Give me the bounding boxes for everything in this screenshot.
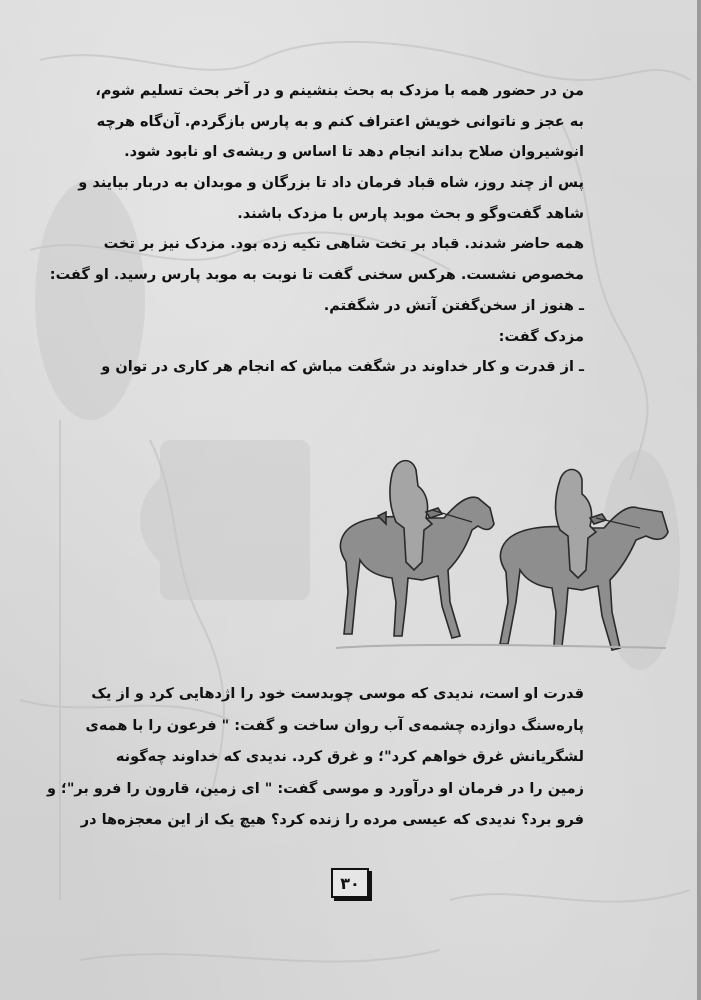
text-line: قدرت او است، ندیدی که موسی چوبدست خود را اژدهایی کرد و از یک (91, 686, 584, 702)
text-line: همه حاضر شدند. قباد بر تخت شاهی تکیه زده بود. مزدک نیز بر تخت (103, 236, 584, 253)
left-horse-and-rider (340, 461, 494, 638)
page-number: ۳۰ (331, 868, 369, 898)
page-edge (697, 0, 701, 1000)
text-line: ـ هنوز از سخن‌گفتن آتش در شگفتم. (323, 297, 584, 314)
text-line: فرو برد؟ ندیدی که عیسی مرده را زنده کرد؟ هیچ یک از این معجزه‌ها در (80, 812, 584, 828)
text-line: شاهد گفت‌وگو و بحث موبد پارس با مزدک باشند. (237, 205, 584, 222)
text-line: به عجز و ناتوانی خویش اعتراف کنم و به پارس بازگردم. آن‌گاه هرچه (96, 113, 584, 130)
text-line: لشگریانش غرق خواهم کرد"؛ و غرق کرد. ندیدی که خداوند چه‌گونه (115, 749, 584, 765)
right-horse-and-rider (500, 470, 668, 651)
top-paragraphs (49, 76, 584, 383)
text-line: مزدک گفت: (498, 328, 584, 345)
text-line: من در حضور همه با مزدک به بحث بنشینم و در آخر بحث تسلیم شوم، (95, 83, 584, 99)
two-riders-on-horses-icon (326, 452, 672, 652)
text-line: پاره‌سنگ دوازده چشمه‌ی آب روان ساخت و گفت: " فرعون را با همه‌ی (85, 717, 584, 734)
text-line: انوشیروان صلاح بداند انجام دهد تا اساس و ریشه‌ی او نابود شود. (124, 144, 584, 161)
text-line: زمین را در فرمان او درآورد و موسی گفت: " ای زمین، قارون را فرو بر"؛ و (46, 780, 584, 797)
text-line: مخصوص نشست. هرکس سخنی گفت تا نوبت به موبد پارس رسید. او گفت: (49, 267, 584, 284)
text-line: ـ از قدرت و کار خداوند در شگفت مباش که انجام هر کاری در توان و (101, 359, 584, 376)
text-line: پس از چند روز، شاه قباد فرمان داد تا بزرگان و موبدان به دربار بیایند و (78, 175, 584, 192)
bottom-paragraphs (46, 679, 584, 837)
